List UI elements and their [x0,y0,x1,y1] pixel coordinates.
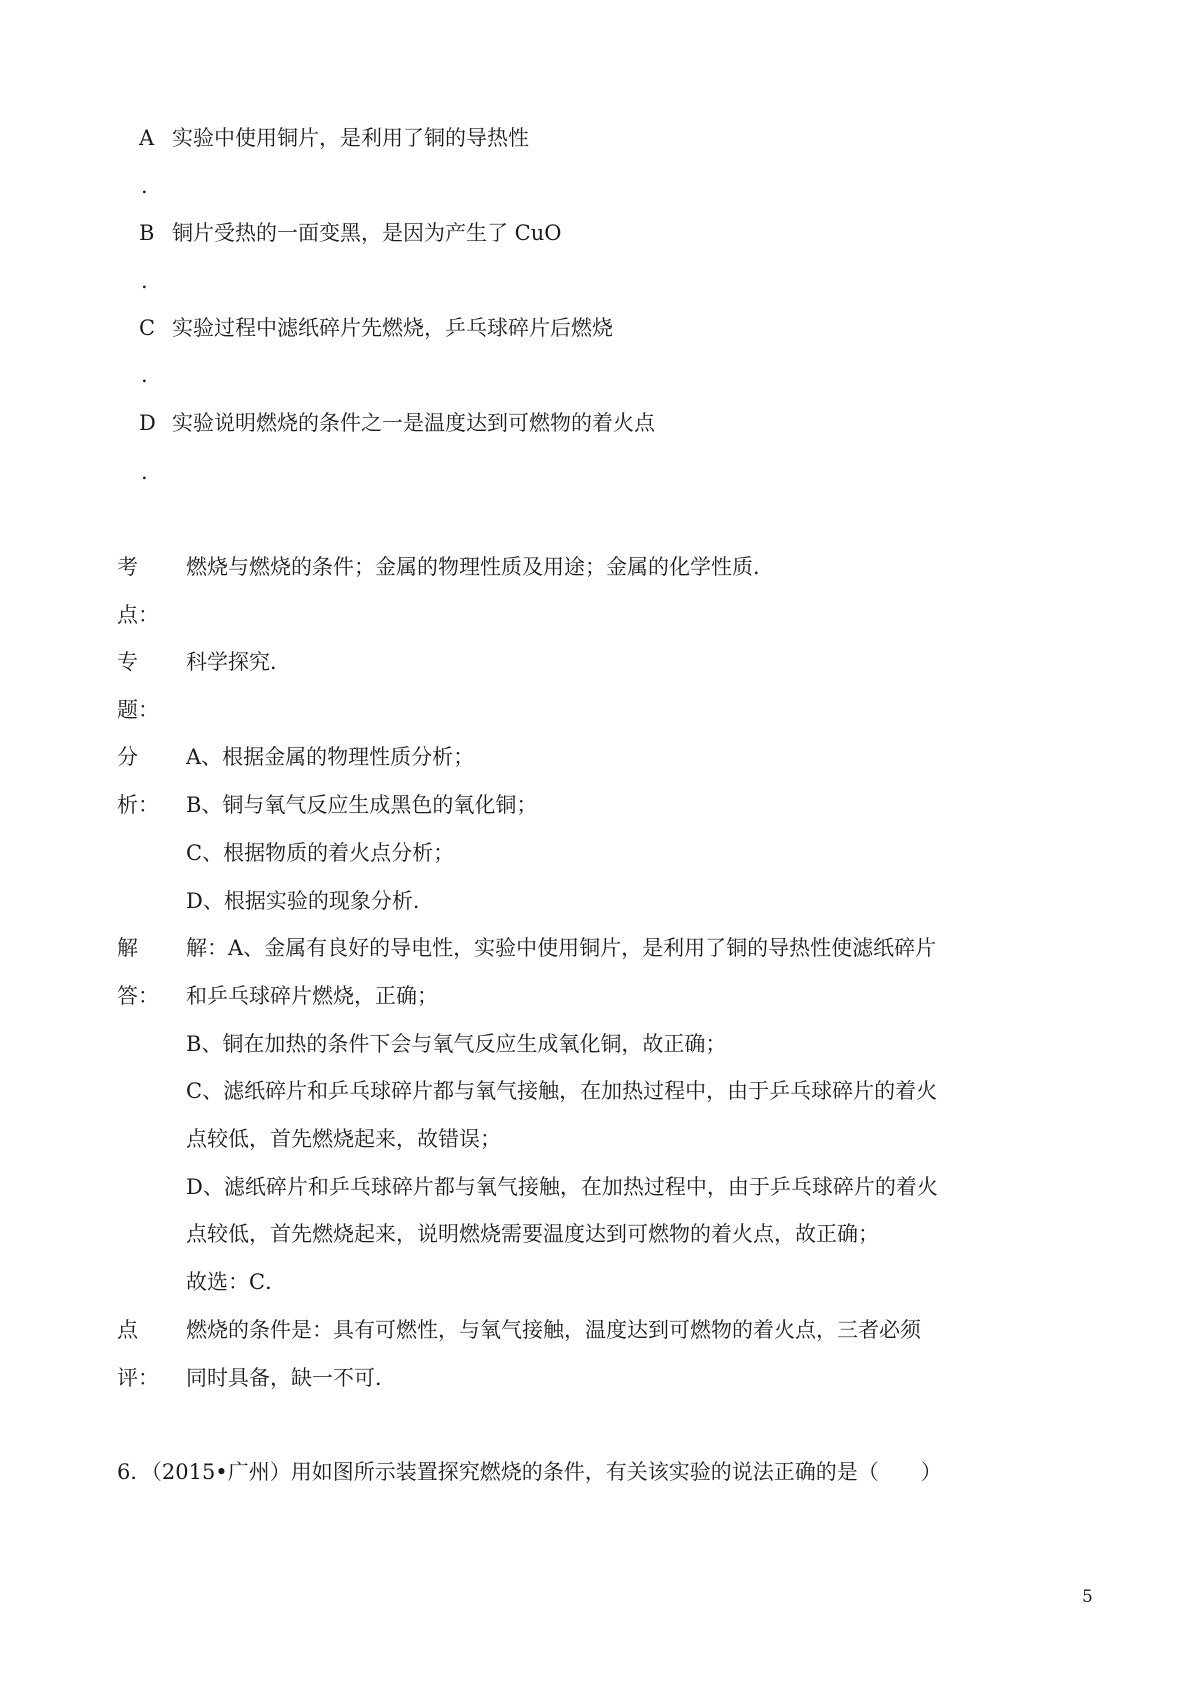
question-6-stem: 6．（2015•广州）用如图所示装置探究燃烧的条件，有关该实验的说法正确的是（ ） [117,1460,942,1484]
dianping-label-top: 点 [117,1318,138,1342]
jieda-label-bottom: 答： [117,984,159,1008]
option-a-letter: A [139,126,155,150]
kaodian-label-bottom: 点： [117,603,159,627]
option-d-text: 实验说明燃烧的条件之一是温度达到可燃物的着火点 [172,411,655,435]
fenxi-line-1: A、根据金属的物理性质分析； [186,745,475,769]
jieda-line-7: 点较低，首先燃烧起来，说明燃烧需要温度达到可燃物的着火点，故正确； [186,1222,879,1246]
fenxi-label-bottom: 析： [117,793,159,817]
option-d-letter: D [139,411,156,435]
option-b-text: 铜片受热的一面变黑，是因为产生了 CuO [172,221,562,245]
jieda-line-4: C、滤纸碎片和乒乓球碎片都与氧气接触，在加热过程中，由于乒乓球碎片的着火 [186,1079,938,1103]
option-c-dot: . [141,363,148,387]
option-d-dot: . [141,460,148,484]
jieda-line-5: 点较低，首先燃烧起来，故错误； [186,1127,501,1151]
dianping-line-1: 燃烧的条件是：具有可燃性，与氧气接触，温度达到可燃物的着火点，三者必须 [186,1318,921,1342]
jieda-line-1: 解：A、金属有良好的导电性，实验中使用铜片，是利用了铜的导热性使滤纸碎片 [186,936,937,960]
zhuanti-label-top: 专 [117,650,138,674]
jieda-line-3: B、铜在加热的条件下会与氧气反应生成氧化铜，故正确； [186,1032,727,1056]
kaodian-label-top: 考 [117,555,138,579]
kaodian-line: 燃烧与燃烧的条件；金属的物理性质及用途；金属的化学性质． [186,555,774,579]
dianping-label-bottom: 评： [117,1366,159,1390]
jieda-line-2: 和乒乓球碎片燃烧，正确； [186,984,438,1008]
jieda-line-8: 故选：C． [186,1270,287,1294]
zhuanti-label-bottom: 题： [117,698,159,722]
zhuanti-line: 科学探究． [186,650,291,674]
fenxi-line-4: D、根据实验的现象分析． [186,889,434,913]
fenxi-label-top: 分 [117,745,138,769]
jieda-label-top: 解 [117,936,138,960]
option-c-letter: C [139,316,156,340]
page-number: 5 [1082,1587,1093,1607]
option-a-text: 实验中使用铜片，是利用了铜的导热性 [172,126,529,150]
option-b-letter: B [139,221,155,245]
fenxi-line-2: B、铜与氧气反应生成黑色的氧化铜； [186,793,538,817]
dianping-line-2: 同时具备，缺一不可． [186,1366,396,1390]
option-a-dot: . [141,174,148,198]
fenxi-line-3: C、根据物质的着火点分析； [186,841,455,865]
jieda-line-6: D、滤纸碎片和乒乓球碎片都与氧气接触，在加热过程中，由于乒乓球碎片的着火 [186,1175,938,1199]
option-c-text: 实验过程中滤纸碎片先燃烧，乒乓球碎片后燃烧 [172,316,613,340]
option-b-dot: . [141,269,148,293]
